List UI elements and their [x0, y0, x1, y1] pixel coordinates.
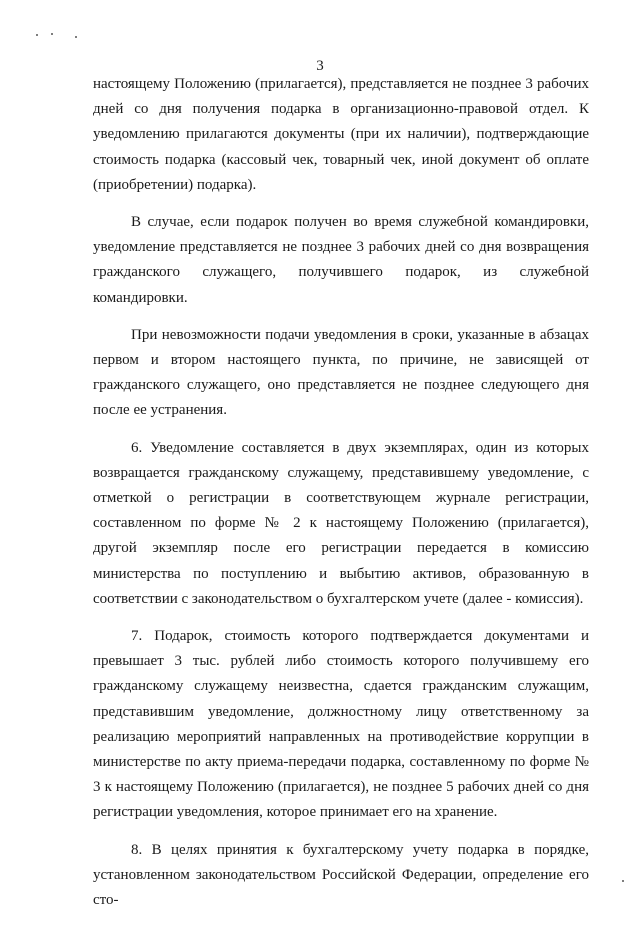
paragraph-item-8: 8. В целях принятия к бухгалтерскому учету подарка в порядке, установленном законодательством Российской Федерации, определение его сто- [93, 841, 589, 909]
paragraph-impossibility: При невозможности подачи уведомления в сроки, указанные в абзацах первом и втором настоящего пункта, по причине, не зависящей от гражданского служащего, оно представляется не позднее следующего дня после ее устранения. [93, 326, 589, 419]
paragraph-continuation: настоящему Положению (прилагается), представляется не позднее 3 рабочих дней со дня получения подарка в организационно-правовой отдел. К уведомлению прилагаются документы (при их наличии), подтверждающие стоимость подарка (кассовый чек, товарный чек, иной документ об оплате (приобретении) подарка). [93, 76, 589, 193]
paragraph-business-trip: В случае, если подарок получен во время служебной командировки, уведомление представляется не позднее 3 рабочих дней со дня возвращения гражданского служащего, получившего подарок, из служебной командировки. [93, 214, 589, 306]
scan-speck [36, 34, 38, 36]
scan-speck [75, 36, 77, 38]
document-body [93, 72, 589, 925]
paragraph-item-6: 6. Уведомление составляется в двух экземплярах, один из которых возвращается гражданскому служащему, представившему уведомление, с отметкой о регистрации в соответствующем журнале регистрации, составленном по форме № 2 к настоящему Положению (прилагается), другой экземпляр после его регистрации передается в комиссию министерства по поступлению и выбытию активов, образованную в соответствии с законодательством о бухгалтерском учете (далее - комиссия). [93, 439, 589, 607]
page-number: 3 [316, 58, 324, 74]
paragraph-item-7: 7. Подарок, стоимость которого подтверждается документами и превышает 3 тыс. рублей либо стоимость которого получившему его гражданскому служащему неизвестна, сдается гражданским служащим, представившим уведомление, должностному лицу ответственному за реализацию мероприятий направленных на противодействие коррупции в министерстве по акту приема-передачи подарка, составленному по форме № 3 к настоящему Положению (прилагается), не позднее 5 рабочих дней со дня регистрации уведомления, которое принимает его на хранение. [93, 628, 589, 821]
scan-speck [622, 880, 624, 882]
scan-speck [51, 33, 53, 35]
